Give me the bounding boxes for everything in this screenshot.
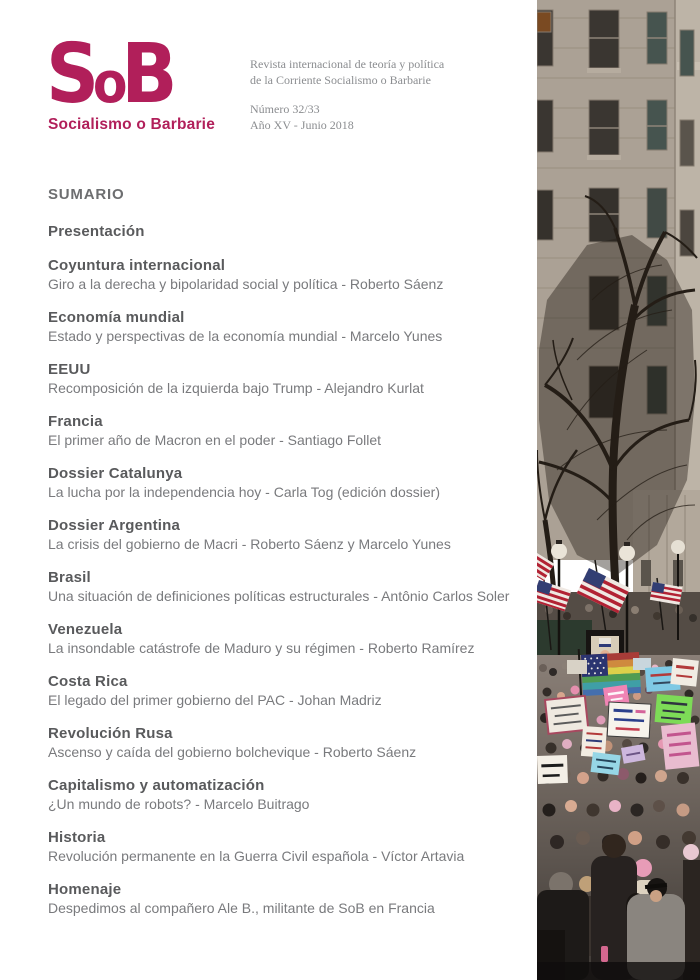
toc-section bbox=[48, 829, 534, 865]
toc-section-title: Homenaje bbox=[48, 881, 122, 898]
toc-section-subtitle: La insondable catástrofe de Maduro y su régimen - Roberto Ramírez bbox=[48, 640, 475, 656]
toc-section-subtitle: Recomposición de la izquierda bajo Trump - Alejandro Kurlat bbox=[48, 380, 424, 396]
toc-section bbox=[48, 881, 534, 917]
cover-photo bbox=[537, 0, 700, 980]
toc-section-title: Costa Rica bbox=[48, 673, 128, 690]
toc-section-title: EEUU bbox=[48, 361, 91, 378]
toc-section-subtitle: Una situación de definiciones políticas estructurales - Antônio Carlos Soler bbox=[48, 588, 510, 604]
toc-section bbox=[48, 361, 534, 397]
toc-section-title: Venezuela bbox=[48, 621, 123, 638]
toc-section-title: Capitalismo y automatización bbox=[48, 777, 265, 794]
cover-photo-illustration bbox=[537, 0, 700, 980]
masthead-description-line: Revista internacional de teoría y política bbox=[250, 57, 445, 71]
toc-section bbox=[48, 223, 534, 241]
toc-section-subtitle: La lucha por la independencia hoy - Carla Tog (edición dossier) bbox=[48, 484, 440, 500]
toc-section-title: Brasil bbox=[48, 569, 91, 586]
toc-section bbox=[48, 465, 534, 501]
toc-section-subtitle: Despedimos al compañero Ale B., militante de SoB en Francia bbox=[48, 900, 435, 916]
issue-date: Año XV - Junio 2018 bbox=[250, 117, 354, 132]
toc-heading: SUMARIO bbox=[48, 186, 125, 203]
toc-section bbox=[48, 517, 534, 553]
toc-section bbox=[48, 569, 534, 605]
issue-number: Número 32/33 bbox=[250, 102, 320, 116]
toc-section-subtitle: El primer año de Macron en el poder - Santiago Follet bbox=[48, 432, 382, 448]
toc-section-title: Dossier Argentina bbox=[48, 517, 181, 534]
toc-section-title: Historia bbox=[48, 829, 106, 846]
toc-section-subtitle: Revolución permanente en la Guerra Civil española - Víctor Artavia bbox=[48, 848, 465, 864]
toc-section bbox=[48, 413, 534, 449]
toc-section-subtitle: Giro a la derecha y bipolaridad social y política - Roberto Sáenz bbox=[48, 276, 444, 292]
masthead-description-line: de la Corriente Socialismo o Barbarie bbox=[250, 72, 431, 87]
toc-section-title: Revolución Rusa bbox=[48, 725, 173, 742]
toc-section bbox=[48, 777, 534, 813]
toc-section-subtitle: Estado y perspectivas de la economía mundial - Marcelo Yunes bbox=[48, 328, 443, 344]
toc-section bbox=[48, 725, 534, 761]
toc-section-subtitle: La crisis del gobierno de Macri - Roberto Sáenz y Marcelo Yunes bbox=[48, 536, 451, 552]
logo-letter: B bbox=[121, 27, 172, 122]
toc-section-title: Economía mundial bbox=[48, 309, 185, 326]
masthead bbox=[250, 57, 444, 133]
toc-section bbox=[48, 673, 534, 709]
table-of-contents bbox=[48, 186, 534, 933]
logo-letter: o bbox=[92, 51, 122, 116]
toc-section bbox=[48, 257, 534, 293]
toc-section-subtitle: El legado del primer gobierno del PAC - Johan Madriz bbox=[48, 692, 382, 708]
logo-letter: S bbox=[46, 27, 93, 122]
toc-section-title: Presentación bbox=[48, 223, 145, 240]
toc-section-title: Coyuntura internacional bbox=[48, 257, 226, 274]
toc-section-subtitle: ¿Un mundo de robots? - Marcelo Buitrago bbox=[48, 796, 310, 812]
toc-section bbox=[48, 309, 534, 345]
toc-section-subtitle: Ascenso y caída del gobierno bolchevique - Roberto Sáenz bbox=[48, 744, 417, 760]
toc-section-title: Dossier Catalunya bbox=[48, 465, 183, 482]
toc-section-title: Francia bbox=[48, 413, 103, 430]
brand-tagline: Socialismo o Barbarie bbox=[48, 116, 216, 133]
toc-section bbox=[48, 621, 534, 657]
